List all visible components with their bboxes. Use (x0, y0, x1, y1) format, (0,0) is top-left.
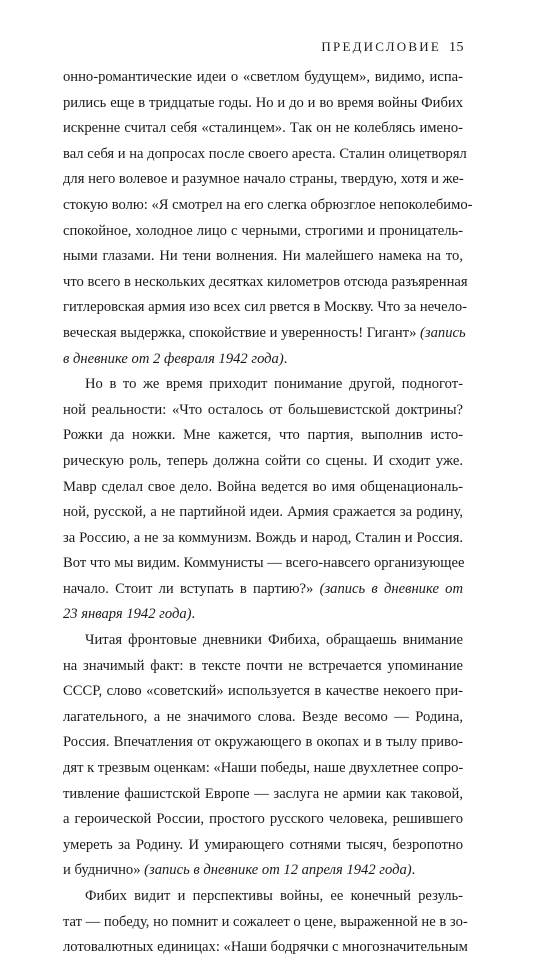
text-line (63, 270, 468, 296)
line-text: рическую роль, теперь должна сойти со сцены. И сходит уже. (63, 452, 463, 469)
text-line (63, 193, 473, 219)
paragraph (63, 628, 463, 884)
text-line (63, 244, 463, 270)
line-text: Россия. Впечатления от окружающего в окопах и в тылу приво- (63, 734, 463, 751)
line-text: что всего в нескольких десятках километров отсюда разъяренная (63, 273, 468, 290)
line-text-tail: . (283, 350, 288, 367)
line-text: веческая выдержка, спокойствие и уверенность! Гигант» (63, 324, 417, 341)
line-text: Вот что мы видим. Коммунисты — всего-навсего организующее (63, 555, 465, 572)
line-text: за Россию, а не за коммунизм. Вождь и народ, Сталин и Россия. (63, 529, 463, 546)
line-italic-citation: 23 января 1942 года) (63, 606, 192, 623)
text-line (63, 654, 463, 680)
line-text: Мавр сделал свое дело. Война ведется во имя общенациональ- (63, 478, 463, 495)
section-title: ПРЕДИСЛОВИЕ (321, 39, 441, 54)
paragraph (63, 884, 468, 961)
text-line (63, 500, 463, 526)
line-text: ной реальности: «Что осталось от большевистской доктрины? (63, 401, 463, 418)
text-line (63, 551, 463, 577)
text-line (63, 628, 463, 654)
text-line (63, 423, 463, 449)
text-line (63, 167, 463, 193)
line-text: стокую волю: «Я смотрел на его слегка обрюзглое непоколебимо- (63, 196, 473, 213)
line-text: дят к трезвым оценкам: «Наши победы, наше двухлетнее сопро- (63, 760, 464, 777)
text-line (63, 782, 463, 808)
line-text: онно-романтические идеи о «светлом будущем», видимо, испа- (63, 69, 463, 85)
text-line (63, 347, 463, 373)
line-text: тат — победу, но помнит и сожалеет о цене, выраженной не в зо- (63, 913, 468, 930)
line-text: Читая фронтовые дневники Фибиха, обращаешь внимание (85, 632, 463, 649)
text-line (63, 935, 468, 961)
line-text: ной, русской, а не партийной идеи. Армия сражается за родину, (63, 504, 463, 521)
line-text: СССР, слово «советский» используется в качестве некоего при- (63, 683, 463, 700)
line-text: Но в то же время приходит понимание другой, подногот- (85, 376, 463, 393)
running-head (321, 39, 464, 56)
line-text: ными глазами. Ни тени волнения. Ни малейшего намека на то, (63, 248, 463, 265)
text-line (63, 705, 463, 731)
body-text (63, 65, 473, 961)
text-line (63, 295, 468, 321)
text-line (63, 372, 463, 398)
text-line (63, 910, 468, 936)
line-text: искренне считал себя «сталинцем». Так он не колеблясь имено- (63, 120, 463, 137)
line-text: лагательного, а не значимого слова. Везде весомо — Родина, (63, 708, 463, 725)
text-line (63, 475, 463, 501)
text-line (63, 449, 463, 475)
paragraph (63, 372, 463, 628)
text-line (63, 602, 463, 628)
text-line (63, 142, 467, 168)
text-line (63, 679, 463, 705)
line-text: и буднично» (63, 862, 141, 879)
line-text: лотовалютных единицах: «Наши бодрячки с многозначительным (63, 939, 468, 956)
text-line (63, 91, 463, 117)
line-text: гитлеровская армия изо всех сил рвется в Москву. Что за нечело- (63, 299, 468, 316)
line-italic-citation: (запись (420, 324, 466, 341)
text-line (63, 116, 463, 142)
line-text: рились еще в тридцатые годы. Но и до и во время войны Фибих (63, 94, 463, 111)
line-text: начало. Стоит ли вступать в партию?» (63, 580, 314, 597)
line-text: Фибих видит и перспективы войны, ее конечный резуль- (85, 888, 463, 904)
line-text: Рожки да ножки. Мне кажется, что партия, выполнив исто- (63, 427, 463, 444)
text-line (63, 577, 463, 603)
page-number: 15 (449, 40, 464, 55)
line-italic-citation: в дневнике от 2 февраля 1942 года) (63, 350, 284, 367)
line-italic-citation: (запись в дневнике от 12 апреля 1942 года) (144, 862, 412, 879)
line-text: а героической России, простого русского человека, решившего (63, 811, 463, 828)
paragraph (63, 65, 473, 372)
line-italic-citation: (запись в дневнике от (319, 580, 464, 597)
text-line (63, 219, 463, 245)
text-line (63, 730, 463, 756)
line-text-tail: . (191, 606, 196, 623)
line-text: тивление фашистской Европе — заслуга не армии как таковой, (63, 785, 463, 802)
line-text: спокойное, холодное лицо с черными, строгими и проницатель- (63, 222, 463, 239)
text-line (63, 858, 463, 884)
line-text-tail: . (411, 862, 416, 879)
line-text: вал себя и на допросах после своего ареста. Сталин олицетворял (63, 145, 467, 162)
text-line (63, 321, 466, 347)
text-line (63, 398, 463, 424)
text-line (63, 884, 463, 910)
line-text: на значимый факт: в тексте почти не встречается упоминание (63, 657, 463, 674)
text-line (63, 833, 463, 859)
text-line (63, 756, 463, 782)
text-line (63, 65, 463, 91)
text-line (63, 807, 463, 833)
line-text: для него волевое и разумное начало страны, твердую, хотя и же- (63, 171, 464, 188)
text-line (63, 526, 463, 552)
line-text: умереть за Родину. И умирающего сотнями тысяч, безропотно (63, 836, 463, 853)
